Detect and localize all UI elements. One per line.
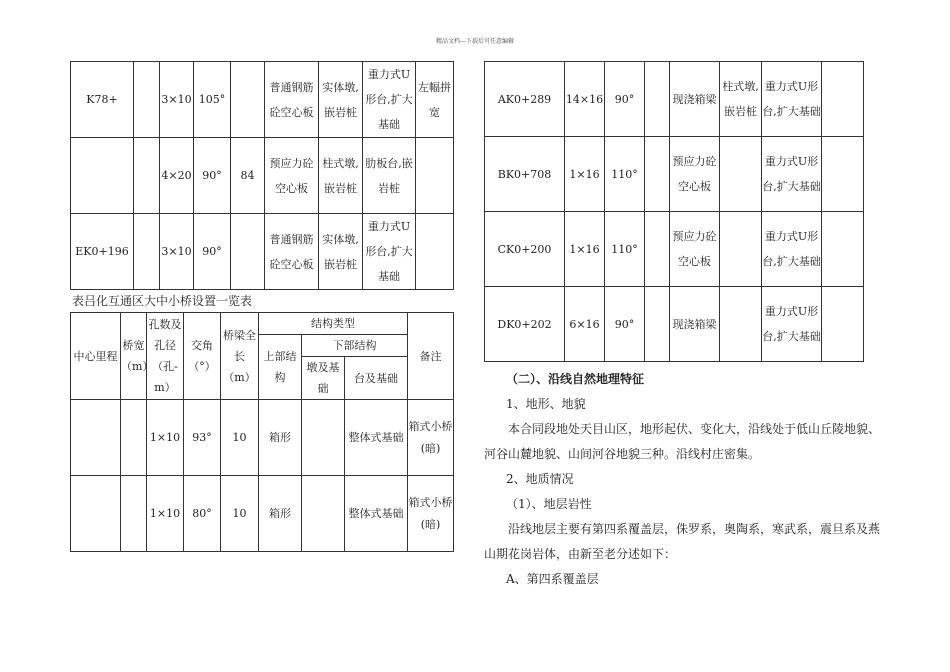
- table-cell: 84: [231, 138, 265, 214]
- header-substructure: 下部结构: [302, 335, 408, 357]
- table-cell: [71, 400, 121, 476]
- table-cell: 110°: [605, 137, 645, 212]
- table-row: [71, 476, 454, 552]
- header-pier-foundation: 墩及基础: [302, 357, 345, 400]
- table-cell: 左幅拼宽: [416, 62, 454, 138]
- table-cell: 14×16: [565, 62, 605, 137]
- table-cell: [822, 137, 864, 212]
- header-superstructure: 上部结构: [259, 335, 302, 400]
- table-cell: [822, 62, 864, 137]
- table-cell: 重力式U形台,扩大基础: [363, 62, 416, 138]
- landform-paragraph: 本合同段地处天目山区，地形起伏、变化大，沿线处于低山丘陵地貌、河谷山麓地貌、山间河谷地貌三种。沿线村庄密集。: [484, 422, 881, 461]
- table-cell: [645, 137, 670, 212]
- table-cell: 105°: [194, 62, 231, 138]
- table-cell: K78+: [71, 62, 134, 138]
- table-cell: 预应力砼空心板: [265, 138, 319, 214]
- table-cell: DK0+202: [485, 287, 565, 362]
- table-cell: 重力式U形台,扩大基础: [363, 214, 416, 290]
- table-cell: [134, 214, 160, 290]
- table-cell: [416, 214, 454, 290]
- table-cell: 90°: [605, 287, 645, 362]
- table-cell: 柱式墩,嵌岩桩: [319, 138, 363, 214]
- table-cell: [134, 138, 160, 214]
- table-cell: [416, 138, 454, 214]
- table-cell: [121, 476, 147, 552]
- bridge-table-right: [484, 61, 864, 362]
- table-row: [485, 137, 864, 212]
- table-cell: 箱形: [259, 400, 302, 476]
- header-abutment-foundation: 台及基础: [345, 357, 408, 400]
- table-cell: 普通钢筋砼空心板: [265, 62, 319, 138]
- bridge-table-continued: [70, 61, 454, 290]
- table-cell: 现浇箱梁: [670, 62, 720, 137]
- table-cell: 预应力砼空心板: [670, 137, 720, 212]
- table-cell: 重力式U形台,扩大基础: [762, 287, 822, 362]
- table-cell: BK0+708: [485, 137, 565, 212]
- header-total-length: 桥梁全长（m）: [221, 313, 259, 400]
- table-cell: [302, 400, 345, 476]
- table-cell: 重力式U形台,扩大基础: [762, 212, 822, 287]
- table-row: [485, 212, 864, 287]
- table-cell: 箱式小桥(暗): [408, 400, 454, 476]
- table-row: [71, 62, 454, 138]
- table-cell: 重力式U形台,扩大基础: [762, 137, 822, 212]
- table-cell: EK0+196: [71, 214, 134, 290]
- table-cell: [71, 138, 134, 214]
- table-cell: 1×16: [565, 137, 605, 212]
- table-cell: [121, 400, 147, 476]
- header-remarks: 备注: [408, 313, 454, 400]
- table-row: [485, 287, 864, 362]
- table-cell: 箱形: [259, 476, 302, 552]
- subheading-quaternary: A、第四系覆盖层: [506, 572, 599, 586]
- table-cell: [720, 137, 762, 212]
- table-cell: [645, 212, 670, 287]
- table-row: [71, 400, 454, 476]
- table-cell: 10: [221, 400, 259, 476]
- table-row: [71, 214, 454, 290]
- stratum-paragraph: 沿线地层主要有第四系覆盖层，侏罗系，奥陶系，寒武系，震旦系及燕山期花岗岩体，由新至老分述如下：: [484, 522, 881, 561]
- table-cell: 3×10: [160, 62, 194, 138]
- table-cell: 6×16: [565, 287, 605, 362]
- table-cell: [720, 212, 762, 287]
- table-cell: 93°: [184, 400, 221, 476]
- table-cell: 现浇箱梁: [670, 287, 720, 362]
- header-intersection-angle: 交角（°）: [184, 313, 221, 400]
- header-hole-count: 孔数及孔径（孔-m）: [147, 313, 184, 400]
- table-cell: 110°: [605, 212, 645, 287]
- page-header: 精品文档---下载后可任意编辑: [435, 38, 515, 45]
- table-cell: [645, 287, 670, 362]
- table-cell: [231, 214, 265, 290]
- table-row: [485, 62, 864, 137]
- table-caption: 表吕化互通区大中小桥设置一览表: [72, 294, 253, 308]
- table-cell: 预应力砼空心板: [670, 212, 720, 287]
- table-cell: 80°: [184, 476, 221, 552]
- table-cell: 10: [221, 476, 259, 552]
- table-cell: 整体式基础: [345, 476, 408, 552]
- header-center-mileage: 中心里程: [71, 313, 121, 400]
- bridge-summary-table: [70, 312, 454, 552]
- table-cell: 整体式基础: [345, 400, 408, 476]
- table-cell: [134, 62, 160, 138]
- subheading-stratum: （1）、地层岩性: [506, 497, 592, 511]
- table-cell: [231, 62, 265, 138]
- table-cell: 90°: [194, 138, 231, 214]
- table-row: [71, 138, 454, 214]
- table-cell: 普通钢筋砼空心板: [265, 214, 319, 290]
- table-cell: 1×10: [147, 476, 184, 552]
- table-cell: 1×10: [147, 400, 184, 476]
- header-bridge-width: 桥宽（m）: [121, 313, 147, 400]
- table-cell: [822, 212, 864, 287]
- table-cell: CK0+200: [485, 212, 565, 287]
- natural-geography-section: [484, 367, 884, 592]
- table-cell: AK0+289: [485, 62, 565, 137]
- table-cell: [645, 62, 670, 137]
- table-cell: 90°: [194, 214, 231, 290]
- subheading-landform: 1、地形、地貌: [506, 397, 586, 411]
- table-cell: [822, 287, 864, 362]
- table-cell: 箱式小桥(暗): [408, 476, 454, 552]
- table-cell: 柱式墩,嵌岩桩: [720, 62, 762, 137]
- table-cell: 1×16: [565, 212, 605, 287]
- table-cell: 实体墩,嵌岩桩: [319, 214, 363, 290]
- table-cell: [720, 287, 762, 362]
- table-cell: [71, 476, 121, 552]
- table-cell: 重力式U形台,扩大基础: [762, 62, 822, 137]
- section-heading: （二）、沿线自然地理特征: [506, 372, 645, 386]
- header-structure-type: 结构类型: [259, 313, 408, 335]
- table-cell: [302, 476, 345, 552]
- table-cell: 90°: [605, 62, 645, 137]
- table-cell: 4×20: [160, 138, 194, 214]
- table-cell: 实体墩,嵌岩桩: [319, 62, 363, 138]
- table-cell: 肋板台,嵌岩桩: [363, 138, 416, 214]
- subheading-geology: 2、地质情况: [506, 472, 574, 486]
- table-cell: 3×10: [160, 214, 194, 290]
